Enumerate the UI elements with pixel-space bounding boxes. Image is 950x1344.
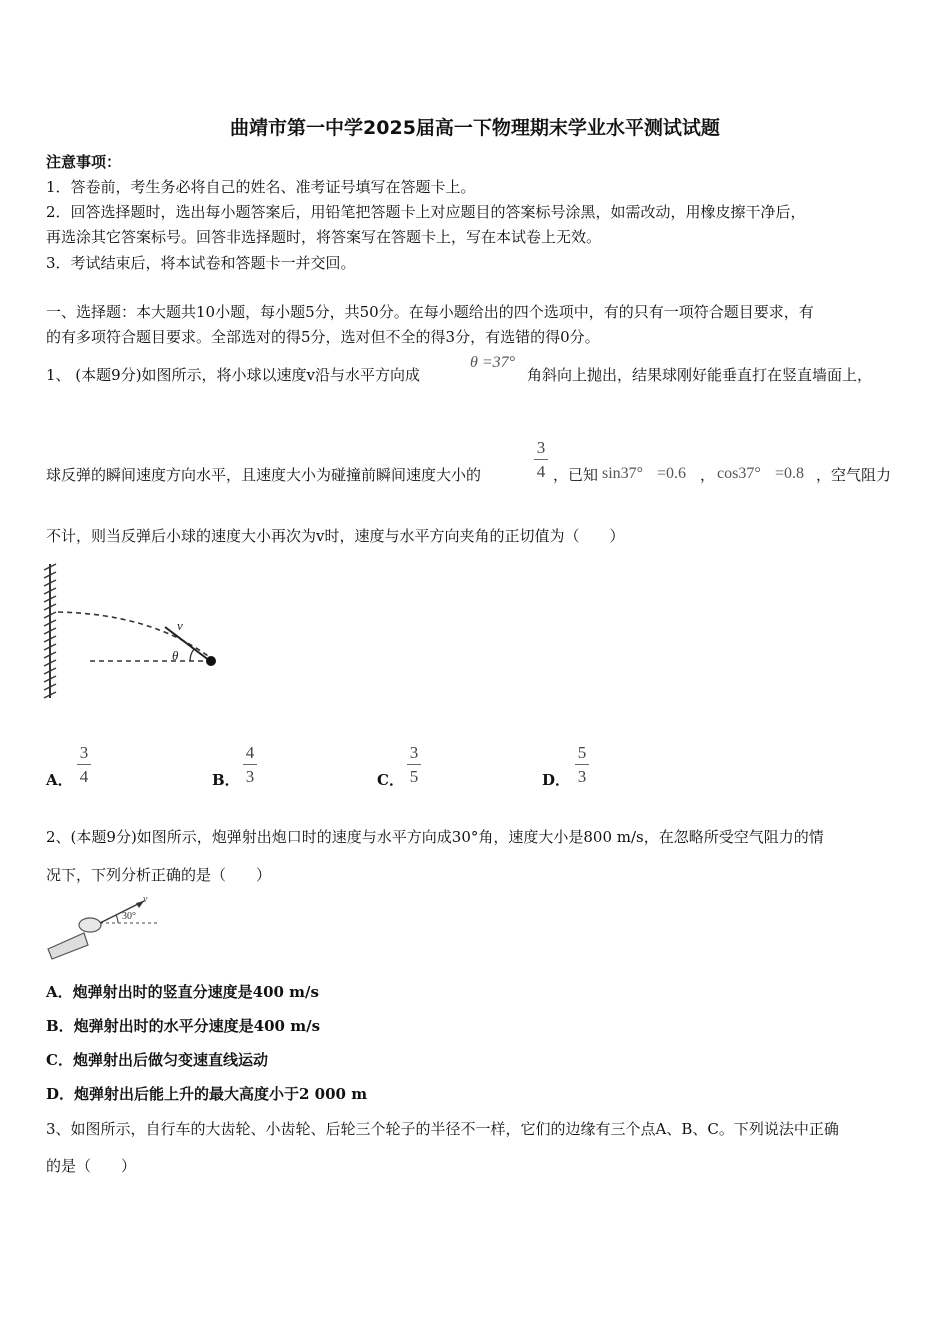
q1-option-d-fraction <box>575 743 589 787</box>
q1-stem-part: ，已知 <box>553 466 599 484</box>
q1-sin-expr: sin37° <box>602 465 644 482</box>
q1-option-c-label: C． <box>377 771 404 789</box>
section-intro-line: 一、选择题：本大题共10小题，每小题5分，共50分。在每小题给出的四个选项中，有的只有一项符合题目要求，有 <box>46 303 814 321</box>
q1-stem-part: 不计，则当反弹后小球的速度大小再次为v时，速度与水平方向夹角的正切值为（ ） <box>46 527 625 545</box>
fraction-denominator: 4 <box>79 767 89 786</box>
q1-option-a-label: A． <box>46 771 73 789</box>
q1-stem-part: 角斜向上抛出，结果球刚好能垂直打在竖直墙面上， <box>527 366 873 384</box>
q2-stem-line: 2、(本题9分)如图所示，炮弹射出炮口时的速度与水平方向成30°角，速度大小是800 m/s，在忽略所受空气阻力的情 <box>46 828 824 846</box>
q1-fraction <box>534 438 548 482</box>
angle-label: 30° <box>122 911 136 922</box>
notice-item: 1．答卷前，考生务必将自己的姓名、准考证号填写在答题卡上。 <box>46 178 476 196</box>
fraction-bar <box>575 764 589 765</box>
notice-heading: 注意事项： <box>46 153 122 171</box>
fraction-denominator: 5 <box>409 767 419 786</box>
q1-stem-part: 球反弹的瞬间速度方向水平，且速度大小为碰撞前瞬间速度大小的 <box>46 466 482 484</box>
fraction-bar <box>243 764 257 765</box>
notice-item: 2．回答选择题时，选出每小题答案后，用铅笔把答题卡上对应题目的答案标号涂黑，如需改动，用橡皮擦干净后， <box>46 203 806 221</box>
fraction-numerator: 5 <box>577 743 587 762</box>
fraction-bar <box>77 764 91 765</box>
q2-option-a: A．炮弹射出时的竖直分速度是400 m/s <box>46 983 319 1001</box>
fraction-numerator: 3 <box>409 743 419 762</box>
fraction-denominator: 3 <box>245 767 255 786</box>
angle-arc <box>190 649 194 661</box>
q1-figure <box>40 560 230 705</box>
q3-stem-line: 的是（ ） <box>46 1157 137 1175</box>
q2-option-b: B．炮弹射出时的水平分速度是400 m/s <box>46 1017 321 1035</box>
q1-cos-expr: cos37° <box>717 465 761 482</box>
wall-hatching <box>44 564 56 698</box>
q1-cos-value: =0.8 <box>775 465 805 482</box>
q2-figure <box>44 893 164 963</box>
fraction-denominator: 3 <box>577 767 587 786</box>
q1-sin-value: =0.6 <box>657 465 687 482</box>
fraction-denominator: 4 <box>536 462 546 481</box>
q2-option-d: D．炮弹射出后能上升的最大高度小于2 000 m <box>46 1085 368 1103</box>
q1-option-d-label: D． <box>542 771 571 789</box>
cannon-barrel <box>48 933 88 959</box>
q2-option-c: C．炮弹射出后做匀变速直线运动 <box>46 1051 268 1069</box>
velocity-label: v <box>177 618 183 633</box>
ball <box>206 656 216 666</box>
section-intro-line: 的有多项符合题目要求。全部选对的得5分，选对但不全的得3分，有选错的得0分。 <box>46 328 600 346</box>
page-title: 曲靖市第一中学2025届高一下物理期末学业水平测试试题 <box>230 117 720 139</box>
angle-label: θ <box>172 648 179 663</box>
q1-option-b-fraction <box>243 743 257 787</box>
velocity-label: v <box>143 894 148 905</box>
q1-stem-part: ，空气阻力 <box>816 466 892 484</box>
q1-theta-expr: θ =37° <box>470 354 516 371</box>
q1-option-a-fraction <box>77 743 91 787</box>
notice-item: 再选涂其它答案标号。回答非选择题时，将答案写在答题卡上，写在本试卷上无效。 <box>46 228 602 246</box>
fraction-bar <box>407 764 421 765</box>
trajectory-curve <box>58 612 208 656</box>
fraction-numerator: 4 <box>245 743 255 762</box>
q3-stem-line: 3、如图所示，自行车的大齿轮、小齿轮、后轮三个轮子的半径不一样，它们的边缘有三个点A、B、C。下列说法中正确 <box>46 1120 839 1138</box>
cannonball-shell <box>79 918 101 932</box>
q1-option-b-label: B． <box>212 771 240 789</box>
angle-arc <box>116 915 118 923</box>
q1-option-c-fraction <box>407 743 421 787</box>
fraction-bar <box>534 459 548 460</box>
q1-stem-part: 1、 (本题9分)如图所示，将小球以速度v沿与水平方向成 <box>46 366 421 384</box>
q1-separator: ， <box>700 466 716 484</box>
notice-item: 3．考试结束后，将本试卷和答题卡一并交回。 <box>46 254 356 272</box>
q2-stem-line: 况下，下列分析正确的是（ ） <box>46 866 272 884</box>
fraction-numerator: 3 <box>79 743 89 762</box>
fraction-numerator: 3 <box>536 438 546 457</box>
